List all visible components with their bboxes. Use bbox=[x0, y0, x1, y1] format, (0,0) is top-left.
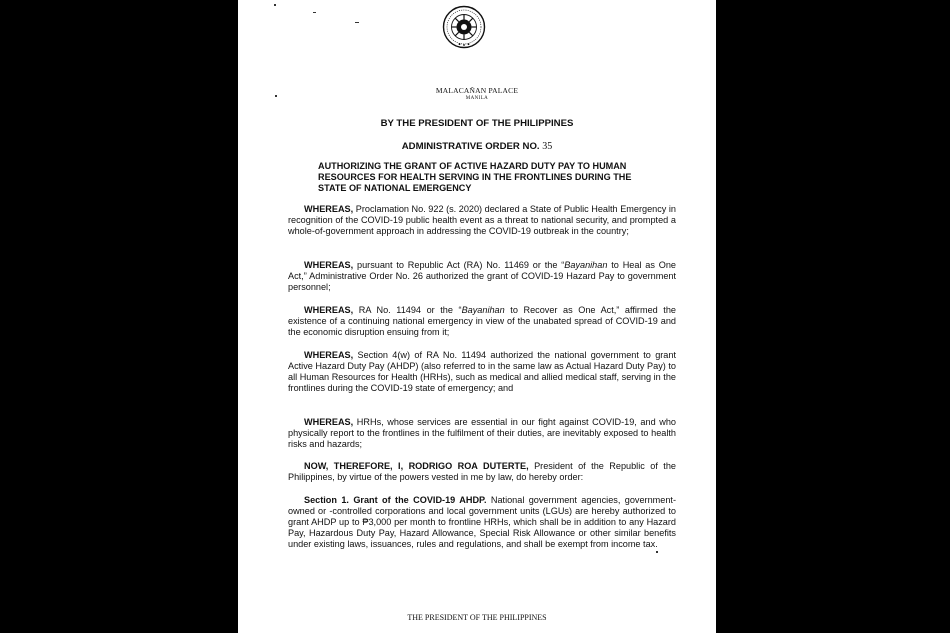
section-1-paragraph bbox=[288, 495, 676, 550]
paragraph-lead: WHEREAS, bbox=[304, 260, 354, 270]
paragraph-text: President of the Republic of the Philippines, by virtue of the powers vested in me by law, do hereby order: bbox=[288, 461, 676, 483]
document-page bbox=[238, 0, 716, 633]
whereas-paragraph-2 bbox=[288, 260, 676, 293]
page-footer: THE PRESIDENT OF THE PHILIPPINES bbox=[407, 613, 547, 622]
paragraph-lead: WHEREAS, bbox=[304, 417, 354, 427]
paragraph-text: HRHs, whose services are essential in our fight against COVID-19, and who physically report to the frontlines in the fulfilment of their duties, are inevitably exposed to health risks and hazards; bbox=[288, 417, 676, 450]
order-label: ADMINISTRATIVE ORDER NO. bbox=[401, 141, 540, 152]
paragraph-text: Proclamation No. 922 (s. 2020) declared a State of Public Health Emergency in recognition of the COVID-19 public health event as a threat to national security, and prompted a whole-of-government approach in addressing the COVID-19 outbreak in the country; bbox=[288, 204, 676, 237]
paragraph-italic: Bayanihan bbox=[564, 260, 608, 270]
whereas-paragraph-5 bbox=[288, 417, 676, 450]
scan-speck bbox=[656, 551, 658, 553]
scan-speck bbox=[274, 4, 276, 6]
paragraph-text-cont: to Heal as One Act,” Administrative Order No. 26 authorized the grant of COVID-19 Hazard Pay to government personnel; bbox=[288, 260, 676, 293]
now-therefore-paragraph bbox=[288, 461, 676, 483]
issuer-byline: BY THE PRESIDENT OF THE PHILIPPINES bbox=[380, 118, 574, 129]
paragraph-lead: WHEREAS, bbox=[304, 305, 354, 315]
paragraph-text-cont: to Recover as One Act,” affirmed the existence of a continuing national emergency in view of the unabated spread of COVID-19 and the economic disruption ensuing from it; bbox=[288, 305, 676, 338]
paragraph-text: pursuant to Republic Act (RA) No. 11469 or the “ bbox=[353, 260, 565, 270]
palace-city: MANILA bbox=[465, 96, 489, 101]
whereas-paragraph-4 bbox=[288, 350, 676, 394]
whereas-paragraph-3 bbox=[288, 305, 676, 338]
presidential-seal-icon bbox=[442, 5, 486, 49]
order-title: AUTHORIZING THE GRANT OF ACTIVE HAZARD DUTY PAY TO HUMAN RESOURCES FOR HEALTH SERVING IN THE FRONTLINES DURING THE STATE OF NATIONAL EMERGENCY bbox=[318, 161, 632, 193]
paragraph-lead: WHEREAS, bbox=[304, 204, 354, 214]
scan-speck bbox=[313, 12, 316, 13]
section-heading: Section 1. Grant of the COVID-19 AHDP. bbox=[304, 495, 487, 505]
palace-name: MALACAÑAN PALACE bbox=[435, 86, 519, 95]
paragraph-lead: NOW, THEREFORE, I, RODRIGO ROA DUTERTE, bbox=[304, 461, 529, 471]
paragraph-lead: WHEREAS, bbox=[304, 350, 354, 360]
scan-speck bbox=[355, 22, 359, 23]
whereas-paragraph-1 bbox=[288, 204, 676, 237]
paragraph-text: Section 4(w) of RA No. 11494 authorized the national government to grant Active Hazard Duty Pay (AHDP) (also referred to in the same law as Actual Hazard Duty Pay) to all Human Resources for Health (HRHs), such as medical and allied medical staff, serving in the frontlines during the COVID-19 state of emergency; and bbox=[288, 350, 676, 394]
order-number: 35 bbox=[542, 141, 553, 152]
paragraph-text: National government agencies, government-owned or -controlled corporations and local government units (LGUs) are hereby authorized to grant AHDP up to ₱3,000 per month to frontline HRHs, which shall be in addition to any Hazard Pay, Hazardous Duty Pay, Hazard Allowance, Special Risk Allowance or other similar benefits under existing laws, issuances, rules and regulations, and shall be exempt from income tax. bbox=[288, 495, 676, 550]
paragraph-italic: Bayanihan bbox=[461, 305, 505, 315]
order-number-heading bbox=[238, 141, 716, 152]
paragraph-text: RA No. 11494 or the “ bbox=[353, 305, 462, 315]
